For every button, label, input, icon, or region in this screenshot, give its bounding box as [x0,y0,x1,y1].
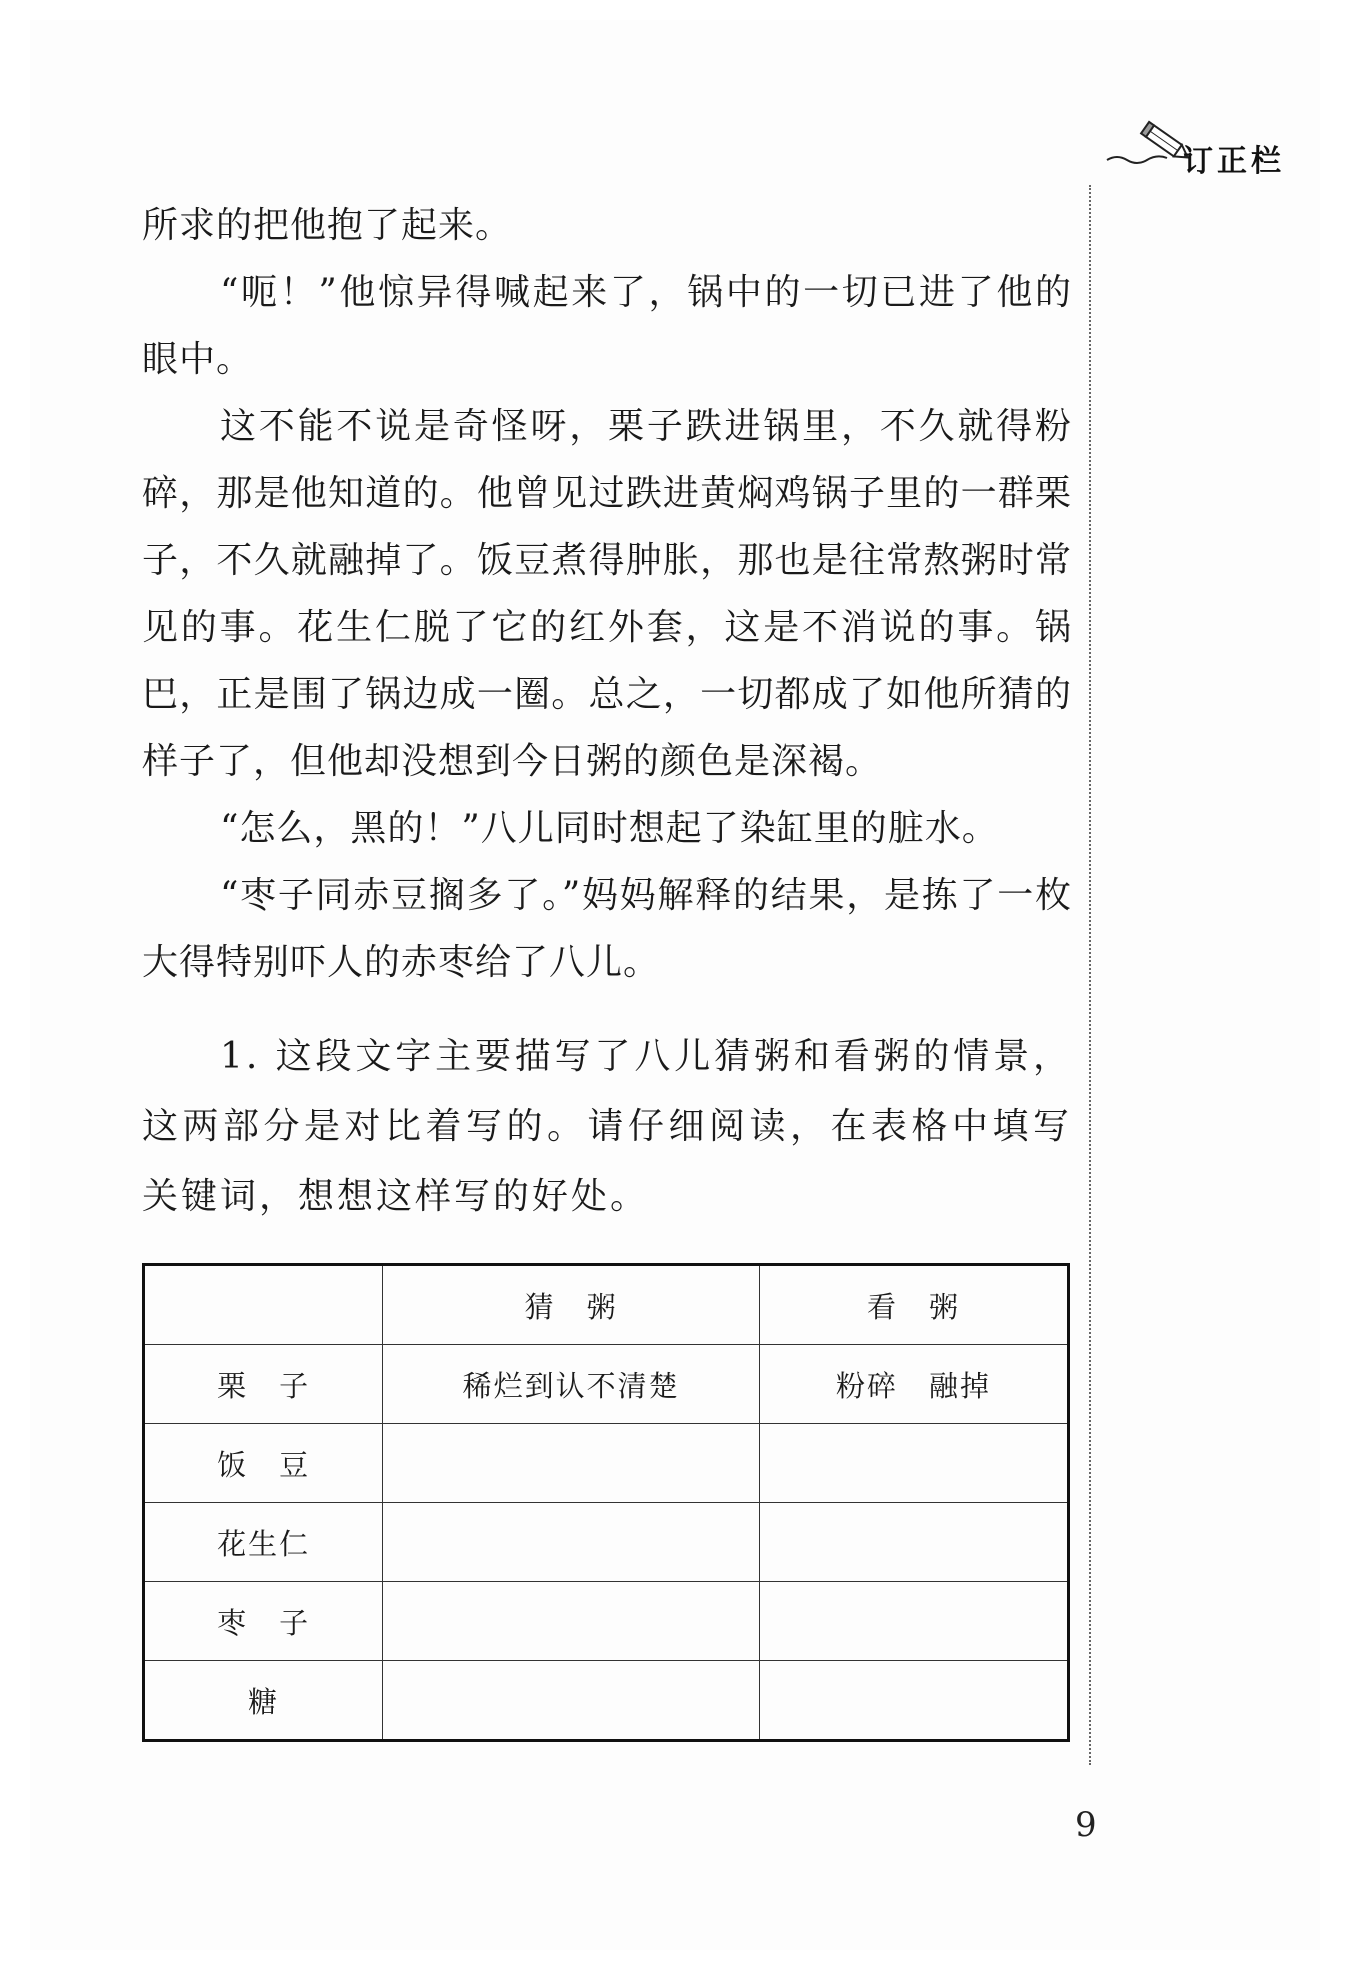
page-number: 9 [1075,1805,1097,1845]
table-header-see: 看 粥 [759,1265,1068,1345]
table-row [144,1424,1069,1503]
guess-cell[interactable] [383,1661,760,1741]
passage-line-5: “枣子同赤豆搁多了。”妈妈解释的结果，是拣了一枚大得特别吓人的赤枣给了八儿。 [142,875,1072,983]
guess-cell[interactable]: 稀烂到认不清楚 [383,1345,760,1424]
see-cell[interactable] [759,1661,1068,1741]
question-1: 1. 这段文字主要描写了八儿猜粥和看粥的情景，这两部分是对比着写的。请仔细阅读，在表格中填写关键词，想想这样写的好处。 [142,1036,1072,1217]
row-label: 饭 豆 [144,1424,383,1503]
row-label: 栗 子 [144,1345,383,1424]
correction-column-divider [1089,185,1091,1765]
table-header-guess: 猜 粥 [383,1265,760,1345]
row-label: 花生仁 [144,1503,383,1582]
passage-line-2: “呃！”他惊异得喊起来了，锅中的一切已进了他的眼中。 [142,272,1072,380]
correction-column-header [1105,118,1320,178]
passage-line-1: 所求的把他抱了起来。 [142,205,513,246]
see-cell[interactable]: 粉碎 融掉 [759,1345,1068,1424]
see-cell[interactable] [759,1503,1068,1582]
pencil-icon [1105,118,1195,173]
guess-cell[interactable] [383,1503,760,1582]
guess-cell[interactable] [383,1424,760,1503]
table-row [144,1661,1069,1741]
table-header-empty [144,1265,383,1345]
row-label: 糖 [144,1661,383,1741]
answer-table [142,1263,1070,1742]
passage-line-4: “怎么，黑的！”八儿同时想起了染缸里的脏水。 [220,808,999,849]
passage-line-3: 这不能不说是奇怪呀，栗子跌进锅里，不久就得粉碎，那是他知道的。他曾见过跌进黄焖鸡锅子里的一群栗子，不久就融掉了。饭豆煮得肿胀，那也是往常熬粥时常见的事。花生仁脱了它的红外套，这是不消说的事。锅巴，正是围了锅边成一圈。总之，一切都成了如他所猜的样子了，但他却没想到今日粥的颜色是深褐。 [142,406,1072,782]
correction-column-title: 订正栏 [1183,144,1285,179]
row-label: 枣 子 [144,1582,383,1661]
passage [142,192,1072,996]
table-row [144,1582,1069,1661]
table-row [144,1503,1069,1582]
guess-cell[interactable] [383,1582,760,1661]
see-cell[interactable] [759,1582,1068,1661]
see-cell[interactable] [759,1424,1068,1503]
table-header-row [144,1265,1069,1345]
table-row [144,1345,1069,1424]
